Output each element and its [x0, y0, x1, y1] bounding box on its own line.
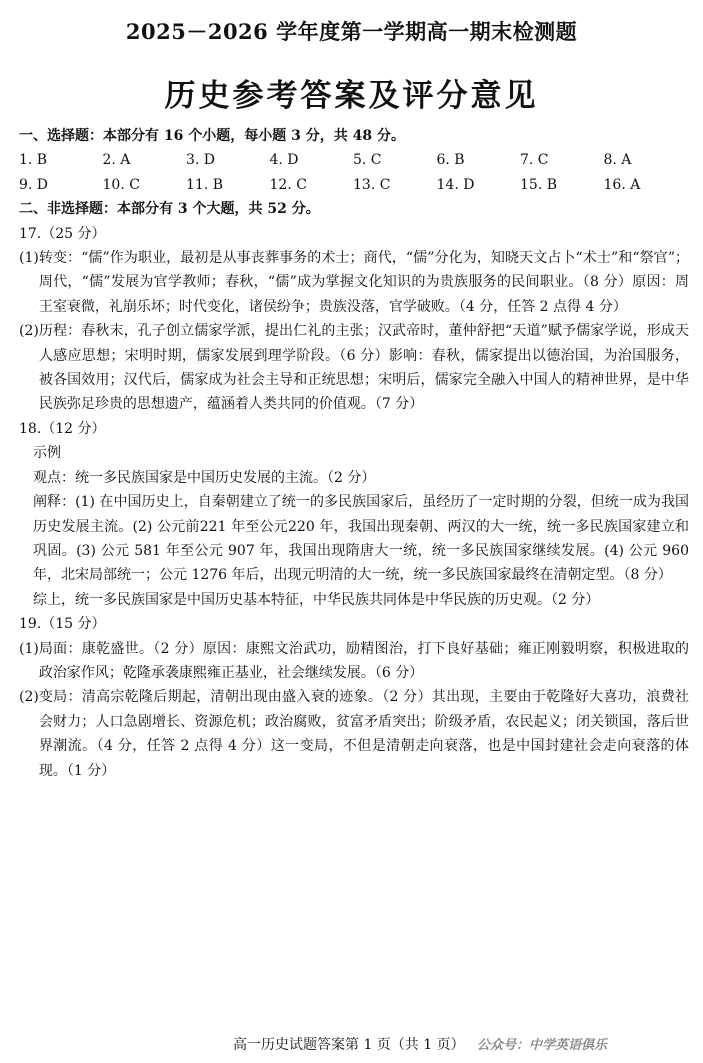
- mc-answer: 12. C: [269, 176, 307, 193]
- mc-answer: 4. D: [269, 152, 299, 169]
- mc-answer: 11. B: [186, 176, 224, 193]
- mc-answer: 9. D: [19, 176, 49, 193]
- q19-part2-text: 变局：清高宗乾隆后期起，清朝出现由盛入衰的迹象。（2 分）其出现，主要由于乾隆好大喜功，浪费社会财力；人口急剧增长、资源危机；政治腐败，贫富矛盾突出；阶级矛盾，农民起义；闭关锁国，落后世界潮流。（4 分，任答 2 点得 4 分）这一变局，不但是清朝走向衰落，也是中国封建社会走向衰落的体现。（1 分）: [38, 689, 689, 779]
- mc-answer: 16. A: [603, 176, 641, 193]
- q19-heading: 19.（15 分）: [19, 616, 106, 633]
- q19-part1-label: (1): [19, 640, 39, 657]
- q18-explanation: 阐释：(1) 在中国历史上，自秦朝建立了统一的多民族国家后，虽经历了一定时期的分裂，但统一成为我国历史发展主流。(2) 公元前221 年至公元220 年，我国出现秦朝、两汉的大一统，统一多民族国家建立和巩固。(3) 公元 581 年至公元 907 年，我国出现隋唐大一统，统一多民族国家继续发展。(4) 公元 960 年，北宋局部统一；公元 1276 年后，出现元明清的大一统，统一多民族国家最终在清朝定型。（8 分）: [33, 494, 689, 584]
- mc-answer: 1. B: [19, 152, 48, 169]
- mc-answer: 5. C: [353, 152, 382, 169]
- watermark: 公众号：中学英语俱乐: [477, 1038, 608, 1053]
- q18-heading: 18.（12 分）: [19, 420, 106, 437]
- mc-answer: 13. C: [353, 176, 391, 193]
- mc-answer: 8. A: [603, 152, 632, 169]
- q17-part2: [19, 319, 689, 417]
- mc-answer: 7. C: [520, 152, 549, 169]
- q17-part1-text: 转变：“儒”作为职业，最初是从事丧葬事务的术士；商代，“儒”分化为，知晓天文占卜“术士”和“祭官”；周代，“儒”发展为官学教师；春秋，“儒”成为掌握文化知识的为贵族服务的民间职业。（8 分）原因：周王室衰微，礼崩乐坏；时代变化，诸侯纷争；贵族没落，官学破败。（4 分，任答 2 点得 4 分）: [38, 250, 689, 315]
- q17-heading: 17.（25 分）: [19, 225, 106, 242]
- section2-heading: 二、非选择题：本部分有 3 个大题，共 52 分。: [19, 201, 320, 218]
- q19-part1: [19, 637, 689, 686]
- mc-answers-row-2: [19, 173, 689, 197]
- q17-part2-text: 历程：春秋末，孔子创立儒家学派，提出仁礼的主张；汉武帝时，董仲舒把“天道”赋予儒家学说，形成天人感应思想；宋明时期，儒家发展到理学阶段。（6 分）影响：春秋，儒家提出以德治国，为治国服务，被各国效用；汉代后，儒家成为社会主导和正统思想；宋明后，儒家完全融入中国人的精神世界，是中华民族弥足珍贵的思想遗产，蕴涵着人类共同的价值观。（7 分）: [38, 323, 689, 413]
- q19-part2: [19, 685, 689, 783]
- exam-title: 2025－2026 学年度第一学期高一期末检测题: [125, 19, 578, 44]
- q19-part1-text: 局面：康乾盛世。（2 分）原因：康熙文治武功，励精图治，打下良好基础；雍正刚毅明察，积极进取的政治家作风；乾隆承袭康熙雍正基业，社会继续发展。（6 分）: [38, 640, 689, 681]
- mc-answer: 10. C: [102, 176, 140, 193]
- mc-answer: 15. B: [520, 176, 558, 193]
- q17-part1: [19, 246, 689, 319]
- q18-example-label: 示例: [33, 445, 61, 462]
- q17-part1-label: (1): [19, 250, 39, 267]
- q17-part2-label: (2): [19, 323, 39, 340]
- mc-answer: 2. A: [102, 152, 131, 169]
- mc-answer: 6. B: [436, 152, 465, 169]
- answer-key-title: 历史参考答案及评分意见: [164, 78, 539, 114]
- answer-body: [19, 124, 689, 783]
- mc-answer: 14. D: [436, 176, 475, 193]
- q19-part2-label: (2): [19, 689, 39, 706]
- mc-answer: 3. D: [186, 152, 216, 169]
- q18-view: 观点：统一多民族国家是中国历史发展的主流。（2 分）: [33, 469, 376, 486]
- page-number: 高一历史试题答案第 1 页（共 1 页）: [233, 1037, 465, 1053]
- mc-answers-row-1: [19, 148, 689, 172]
- q18-summary: 综上，统一多民族国家是中国历史基本特征，中华民族共同体是中华民族的历史观。（2 分）: [33, 591, 600, 608]
- section1-heading: 一、选择题：本部分有 16 个小题，每小题 3 分，共 48 分。: [19, 128, 405, 144]
